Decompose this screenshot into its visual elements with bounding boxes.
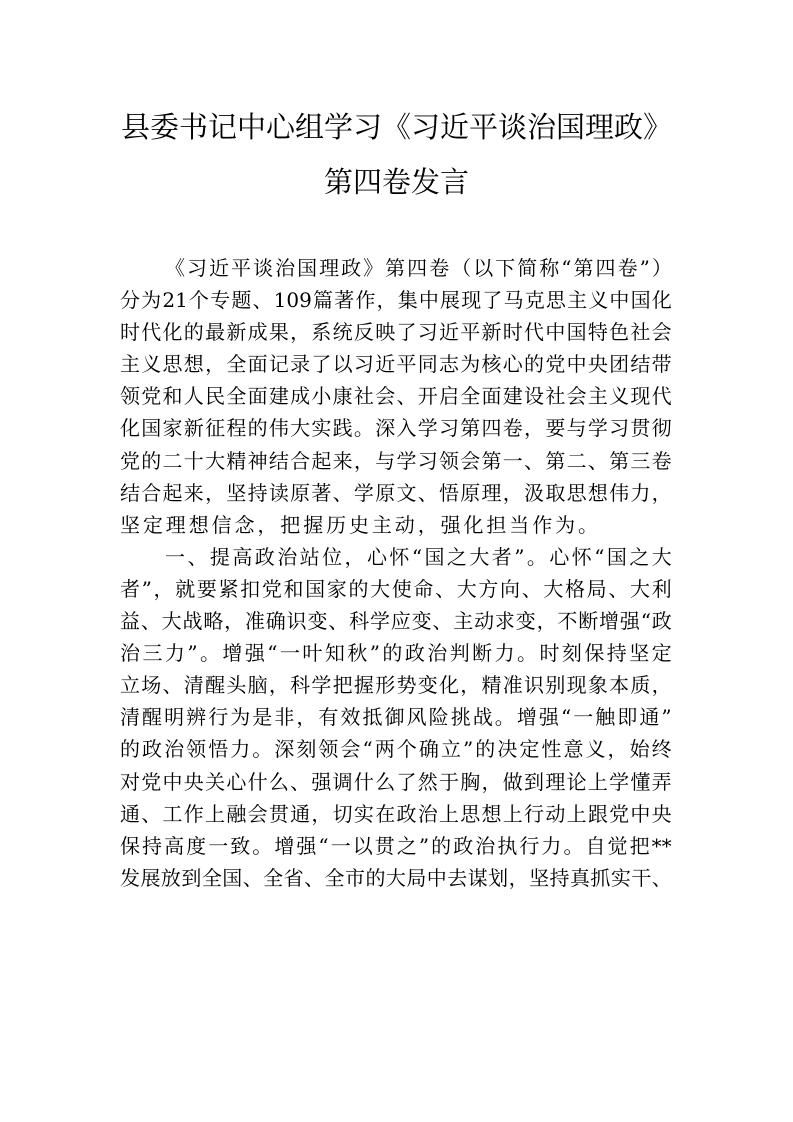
- body-line: 通 、 工 作 上 融 会 贯 通 ， 切 实 在 政 治 上 思 想 上 行 动 上 跟 党 中 央: [120, 801, 672, 826]
- body-line: 对 党 中 央 关 心 什 么 、 强 调 什 么 了 然 于 胸 ， 做 到 理 论 上 学 懂 弄: [120, 769, 672, 794]
- body-line: 发 展 放 到 全 国 、 全 省 、 全 市 的 大 局 中 去 谋 划 ， 坚 持 真 抓 实 干 、: [120, 865, 672, 890]
- body-line: 领 党 和 人 民 全 面 建 成 小 康 社 会 、 开 启 全 面 建 设 社 会 主 义 现 代: [120, 384, 672, 409]
- body-line: 益 、 大 战 略 ， 准 确 识 变 、 科 学 应 变 、 主 动 求 变 ， 不 断 增 强 “ 政: [120, 609, 672, 634]
- body-line: 立 场 、 清 醒 头 脑 ， 科 学 把 握 形 势 变 化 ， 精 准 识 别 现 象 本 质 ，: [120, 673, 672, 698]
- document-body: [120, 252, 672, 894]
- body-line: 清 醒 明 辨 行 为 是 非 ， 有 效 抵 御 风 险 挑 战 。 增 强 “ 一 触 即 通 ”: [120, 705, 672, 730]
- section-heading-line: 一 、 提 高 政 治 站 位 ， 心 怀 “ 国 之 大 者 ” 。 心 怀 “ 国 之 大: [165, 544, 672, 569]
- body-line: 坚定理想信念，把握历史主动，强化担当作为。: [120, 512, 601, 537]
- body-line: 结 合 起 来 ， 坚 持 读 原 著 、 学 原 文 、 悟 原 理 ， 汲 取 思 想 伟 力 ，: [120, 480, 672, 505]
- body-line: 时 代 化 的 最 新 成 果 ， 系 统 反 映 了 习 近 平 新 时 代 中 国 特 色 社 会: [120, 320, 672, 345]
- document-subtitle: 第四卷发言: [323, 165, 469, 199]
- body-line: 的 政 治 领 悟 力 。 深 刻 领 会 “ 两 个 确 立 ” 的 决 定 性 意 义 ， 始 终: [120, 737, 672, 762]
- body-line: 化 国 家 新 征 程 的 伟 大 实 践 。 深 入 学 习 第 四 卷 ， 要 与 学 习 贯 彻: [120, 416, 672, 441]
- document-title: 县委书记中心组学习《习近平谈治国理政》: [120, 110, 672, 144]
- body-line: 党 的 二 十 大 精 神 结 合 起 来 ， 与 学 习 领 会 第 一 、 第 二 、 第 三 卷: [120, 448, 672, 473]
- body-line: 分 为 21 个 专 题 、 109 篇 著 作 ， 集 中 展 现 了 马 克 思 主 义 中 国 化: [120, 288, 672, 313]
- body-line: 《 习 近 平 谈 治 国 理 政 》 第 四 卷 （ 以 下 简 称 “ 第 四 卷 ” ）: [165, 256, 672, 280]
- body-line: 者 ” ， 就 要 紧 扣 党 和 国 家 的 大 使 命 、 大 方 向 、 大 格 局 、 大 利: [120, 576, 672, 601]
- body-line: 保 持 高 度 一 致 。 增 强 “ 一 以 贯 之 ” 的 政 治 执 行 力 。 自 觉 把 **: [120, 833, 672, 858]
- body-line: 主 义 思 想 ， 全 面 记 录 了 以 习 近 平 同 志 为 核 心 的 党 中 央 团 结 带: [120, 352, 672, 377]
- body-line: 治 三 力 ” 。 增 强 “ 一 叶 知 秋 ” 的 政 治 判 断 力 。 时 刻 保 持 坚 定: [120, 641, 672, 666]
